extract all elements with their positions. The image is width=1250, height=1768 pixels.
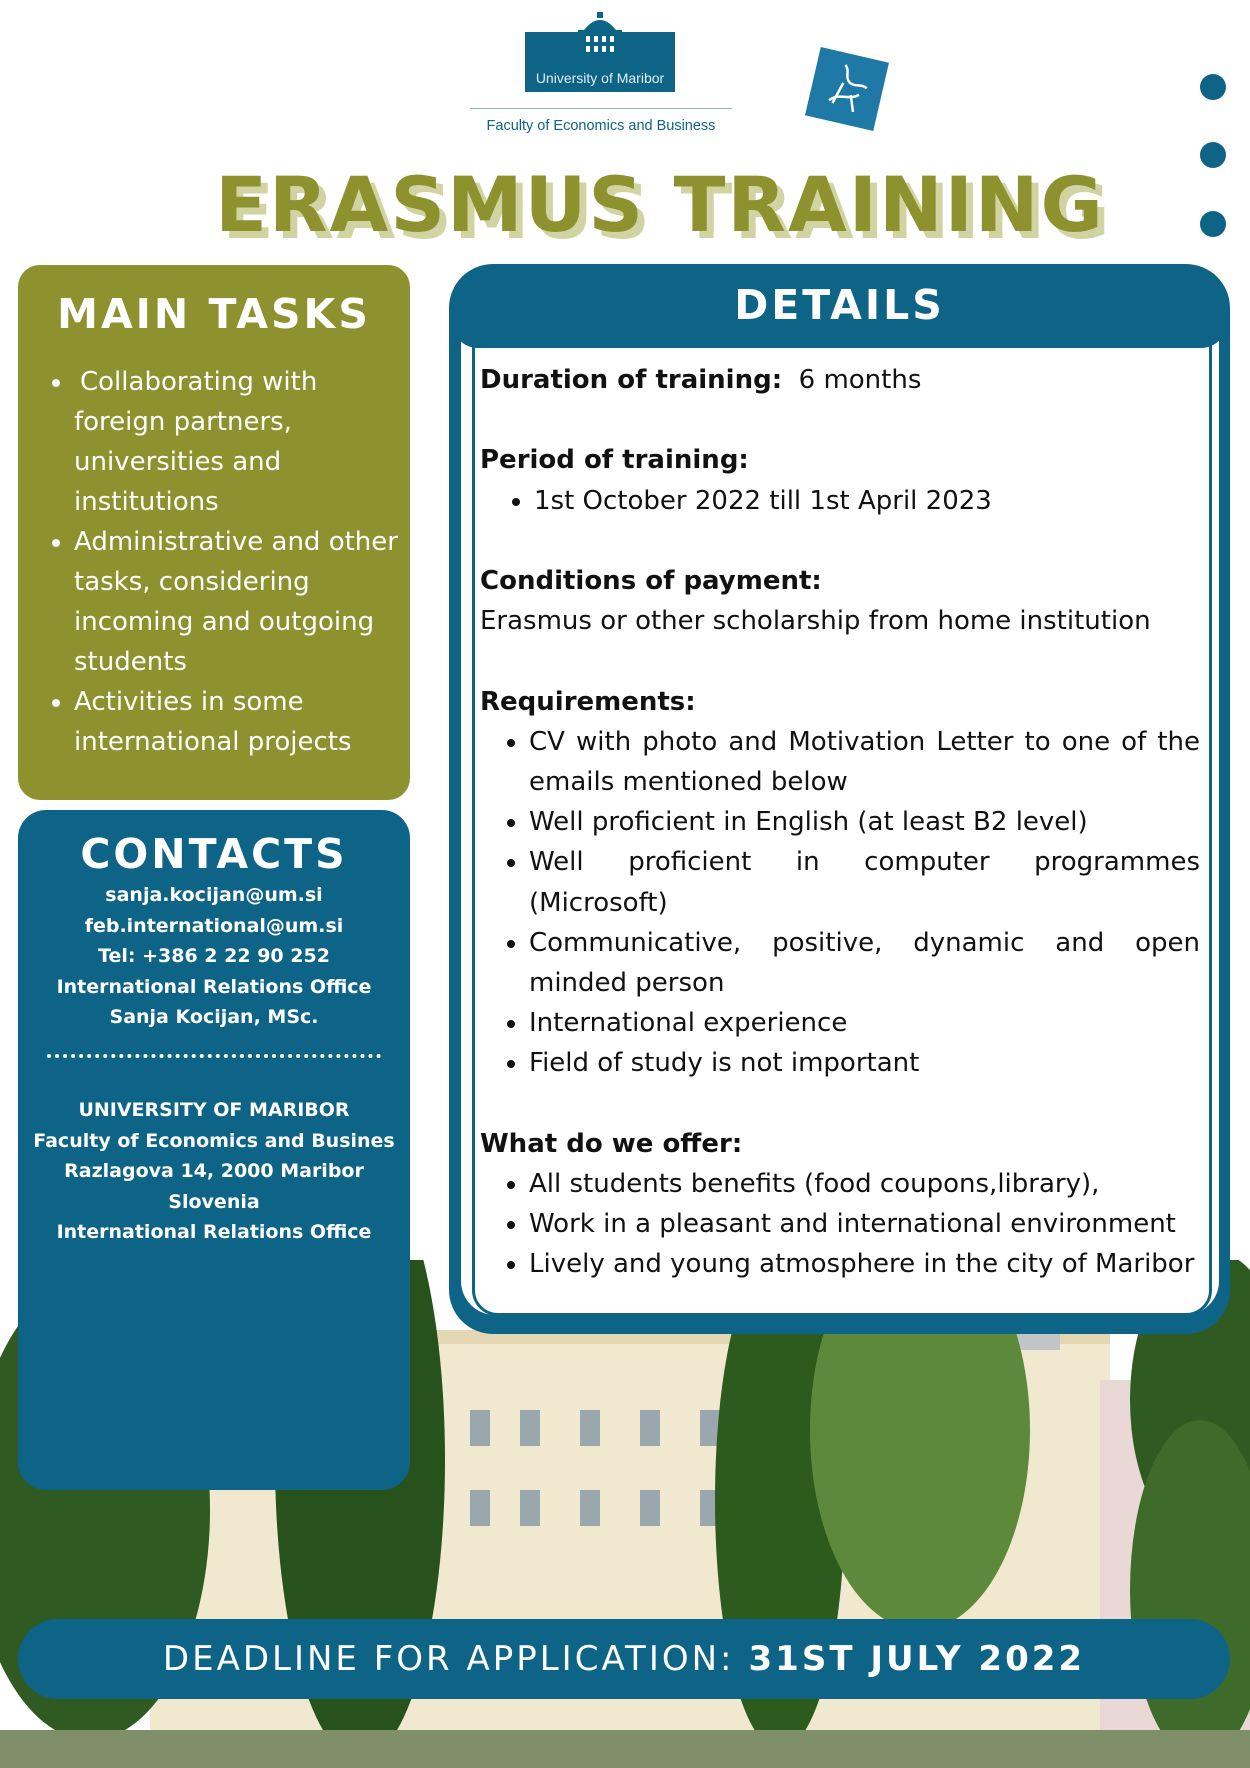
deadline-date: 31ST JULY 2022 — [748, 1639, 1086, 1679]
list-item: • Field of study is not important — [529, 1043, 1200, 1083]
contact-person: Sanja Kocijan, MSc. — [109, 1006, 319, 1028]
address-street: Razlagova 14, 2000 Maribor — [64, 1160, 364, 1182]
details-content — [480, 360, 1200, 1285]
contact-office: International Relations Office — [56, 975, 372, 998]
contact-email[interactable]: sanja.kocijan@um.si — [105, 884, 323, 906]
requirements-label: Requirements: — [480, 686, 696, 717]
contacts-panel — [18, 810, 410, 1490]
payment-label: Conditions of payment: — [480, 565, 822, 596]
logo-faculty-name: Faculty of Economics and Business — [486, 118, 716, 134]
list-item: • All students benefits (food coupons,library), — [529, 1164, 1200, 1204]
building-icon — [570, 12, 630, 60]
offer-label: What do we offer: — [480, 1128, 743, 1159]
list-item: • Lively and young atmosphere in the city of Maribor — [529, 1244, 1200, 1284]
contact-email[interactable]: feb.international@um.si — [84, 914, 344, 937]
decorative-dot — [1200, 74, 1226, 100]
list-item: • Activities in some international projects — [74, 682, 414, 762]
address-faculty: Faculty of Economics and Busines — [33, 1129, 395, 1152]
list-item: • CV with photo and Motivation Letter to one of the emails mentioned below — [529, 722, 1200, 802]
page-title: ERASMUS TRAINING — [215, 160, 1105, 249]
main-tasks-heading: MAIN TASKS — [57, 290, 371, 338]
period-list — [480, 481, 1200, 521]
logo-university-name: University of Maribor — [535, 70, 665, 86]
requirements-list — [480, 722, 1200, 1084]
contacts-heading: CONTACTS — [80, 830, 348, 878]
main-tasks-list — [48, 362, 414, 762]
details-heading: DETAILS — [452, 266, 1227, 348]
list-item: • 1st October 2022 till 1st April 2023 — [534, 481, 1200, 521]
list-item: • Well proficient in computer programmes (Microsoft) — [529, 842, 1200, 922]
logo-divider — [470, 108, 732, 109]
period-label: Period of training: — [480, 445, 749, 476]
offer-list — [480, 1164, 1200, 1285]
list-item: • Well proficient in English (at least B2 level) — [529, 802, 1200, 842]
list-item: • Collaborating with foreign partners, universities and institutions — [74, 362, 414, 522]
faculty-emblem-icon — [805, 47, 889, 131]
university-logo — [470, 10, 732, 140]
list-item: • Communicative, positive, dynamic and open minded person — [529, 923, 1200, 1003]
list-item: • International experience — [529, 1003, 1200, 1043]
payment-value: Erasmus or other scholarship from home institution — [480, 606, 1151, 637]
address-country: Slovenia — [168, 1190, 260, 1213]
list-item: • Work in a pleasant and international environment — [529, 1204, 1200, 1244]
list-item: • Administrative and other tasks, considering incoming and outgoing students — [74, 522, 414, 682]
duration-line — [480, 360, 1200, 400]
address-university: UNIVERSITY OF MARIBOR — [78, 1099, 350, 1121]
deadline-label: DEADLINE FOR APPLICATION: — [162, 1639, 735, 1679]
deadline-banner — [18, 1619, 1230, 1699]
main-tasks-panel — [18, 265, 410, 800]
contact-phone: Tel: +386 2 22 90 252 — [98, 945, 330, 967]
address-office: International Relations Office — [56, 1221, 372, 1243]
duration-value: 6 months — [798, 365, 922, 395]
duration-label: Duration of training: — [480, 365, 783, 395]
dotted-divider — [47, 1054, 381, 1058]
